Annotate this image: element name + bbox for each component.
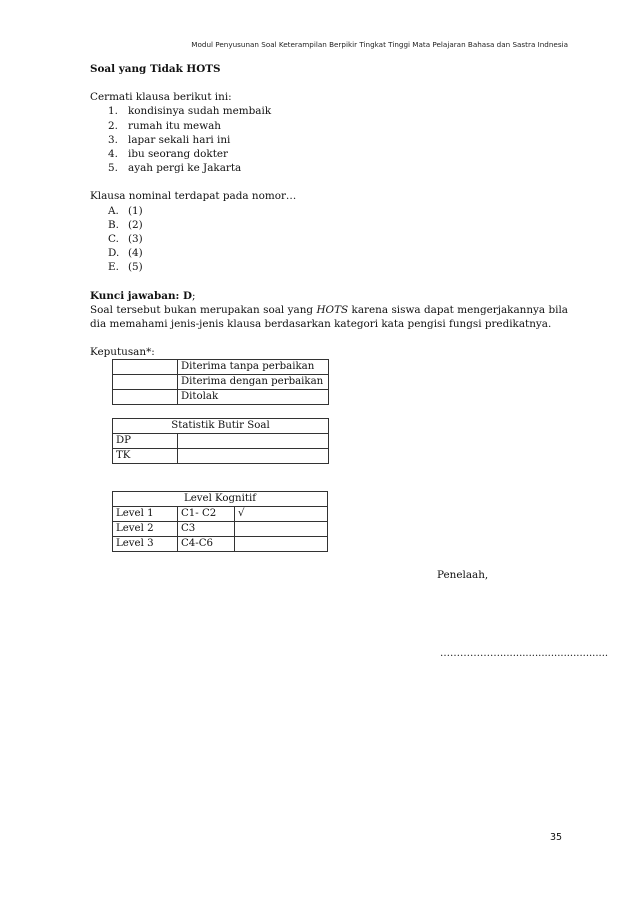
cognitive-level-table: [112, 491, 328, 552]
list-item: 4. ibu seorang dokter: [108, 148, 229, 161]
table-row: Diterima dengan perbaikan: [113, 375, 329, 390]
explanation-text: Soal tersebut bukan merupakan soal yang HOTS karena siswa dapat mengerjakannya bila dia memahami jenis-jenis klausa berdasarkan kategori kata pengisi fungsi predikatnya.: [90, 303, 569, 331]
table-row: Level 1 C1- C2 √: [113, 507, 328, 522]
check-mark: √: [235, 507, 328, 522]
main-content: [90, 62, 568, 552]
answer-key: Kunci jawaban: D;: [90, 289, 196, 302]
list-item: D. (4): [108, 247, 143, 260]
table-row: Level 2 C3: [113, 522, 328, 537]
table-row: Statistik Butir Soal: [113, 419, 329, 434]
signature-line: ………………..................................: [440, 648, 609, 659]
list-item: 2. rumah itu mewah: [108, 119, 221, 132]
list-item: 5. ayah pergi ke Jakarta: [108, 162, 242, 175]
list-item: 1. kondisinya sudah membaik: [108, 105, 272, 118]
list-item: A. (1): [108, 204, 143, 217]
clause-list: [90, 104, 568, 175]
table-row: TK: [113, 449, 329, 464]
table-row: Level 3 C4-C6: [113, 537, 328, 552]
running-header: Modul Penyusunan Soal Keterampilan Berpikir Tingkat Tinggi Mata Pelajaran Bahasa dan Sastra Indnesia: [191, 40, 568, 49]
intro-text: Cermati klausa berikut ini:: [90, 91, 232, 104]
option-list: [90, 204, 568, 275]
table-row: Diterima tanpa perbaikan: [113, 360, 329, 375]
table-row: Ditolak: [113, 390, 329, 405]
section-title: Soal yang Tidak HOTS: [90, 63, 221, 75]
reviewer-label: Penelaah,: [437, 569, 489, 581]
stats-table: [112, 418, 329, 464]
decision-table: [112, 359, 329, 405]
table-row: Level Kognitif: [113, 492, 328, 507]
list-item: E. (5): [108, 261, 143, 274]
page-number: 35: [550, 832, 563, 843]
list-item: B. (2): [108, 218, 143, 231]
list-item: C. (3): [108, 233, 143, 246]
decision-label: Keputusan*:: [90, 346, 155, 359]
list-item: 3. lapar sekali hari ini: [108, 133, 231, 146]
question-text: Klausa nominal terdapat pada nomor…: [90, 190, 297, 203]
table-row: DP: [113, 434, 329, 449]
